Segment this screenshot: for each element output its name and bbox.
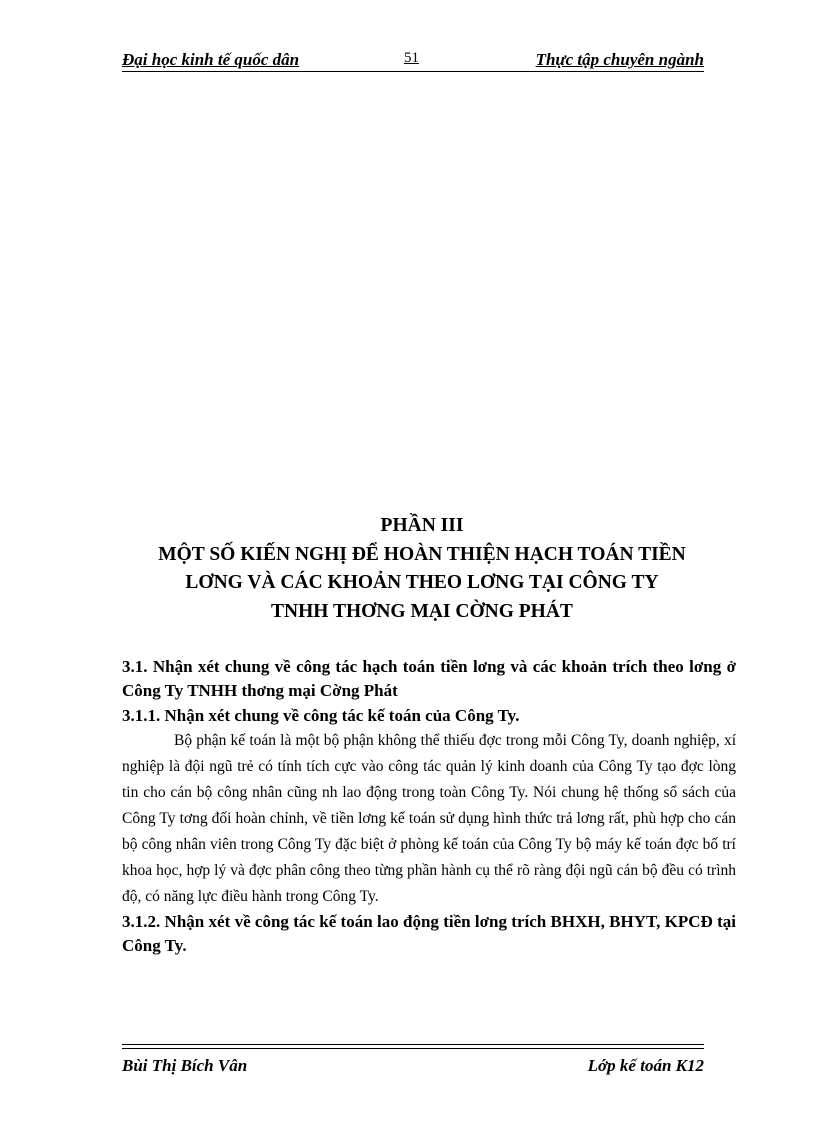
section-heading-3-1-2: 3.1.2. Nhận xét về công tác kế toán lao động tiền lơng trích BHXH, BHYT, KPCĐ tại Công Ty. (122, 912, 736, 955)
page-number: 51 (404, 50, 419, 66)
footer-author: Bùi Thị Bích Vân (122, 1056, 248, 1075)
footer-divider-bottom (122, 1048, 704, 1049)
header-divider (122, 71, 704, 72)
section-heading-3-1-1: 3.1.1. Nhận xét chung về công tác kế toán của Công Ty. (122, 706, 520, 725)
footer-divider-top (122, 1044, 704, 1045)
chapter-title (112, 512, 732, 626)
footer-class: Lớp kế toán K12 (587, 1056, 704, 1075)
page-footer (122, 1056, 704, 1078)
header-university: Đại học kinh tế quốc dân (122, 50, 300, 69)
chapter-title-line-3: TNHH THƠNG MẠI CỜNG PHÁT (271, 600, 573, 622)
section-heading-3-1: 3.1. Nhận xét chung về công tác hạch toán tiền lơng và các khoản trích theo lơng ở Công Ty TNHH thơng mại Cờng Phát (122, 657, 736, 700)
page-header (122, 50, 704, 72)
header-course: Thực tập chuyên ngành (535, 50, 704, 69)
chapter-number: PHẦN III (380, 515, 464, 536)
body-content (122, 655, 736, 958)
chapter-title-line-2: LƠNG VÀ CÁC KHOẢN THEO LƠNG TẠI CÔNG TY (185, 572, 659, 593)
chapter-title-line-1: MỘT SỐ KIẾN NGHỊ ĐỂ HOÀN THIỆN HẠCH TOÁN TIỀN (158, 543, 686, 565)
body-paragraph: Bộ phận kế toán là một bộ phận không thể thiếu đợc trong mỗi Công Ty, doanh nghiệp, xí nghiệp là đội ngũ trẻ có tính tích cực vào công tác quản lý kinh doanh của Công Ty tạo đợc lòng tin cho cán bộ công nhân cũng nh lao động trong toàn Công Ty. Nói chung hệ thống sổ sách của Công Ty tơng đối hoàn chỉnh, về tiền lơng kế toán sử dụng hình thức trả lơng rất, phù hợp cho cán bộ công nhân viên trong Công Ty đặc biệt ở phòng kế toán của Công Ty bộ máy kế toán đợc bố trí khoa học, hợp lý và đợc phân công theo từng phần hành cụ thể rõ ràng đội ngũ cán bộ đều có trình độ, có năng lực điều hành trong Công Ty. (122, 732, 736, 905)
